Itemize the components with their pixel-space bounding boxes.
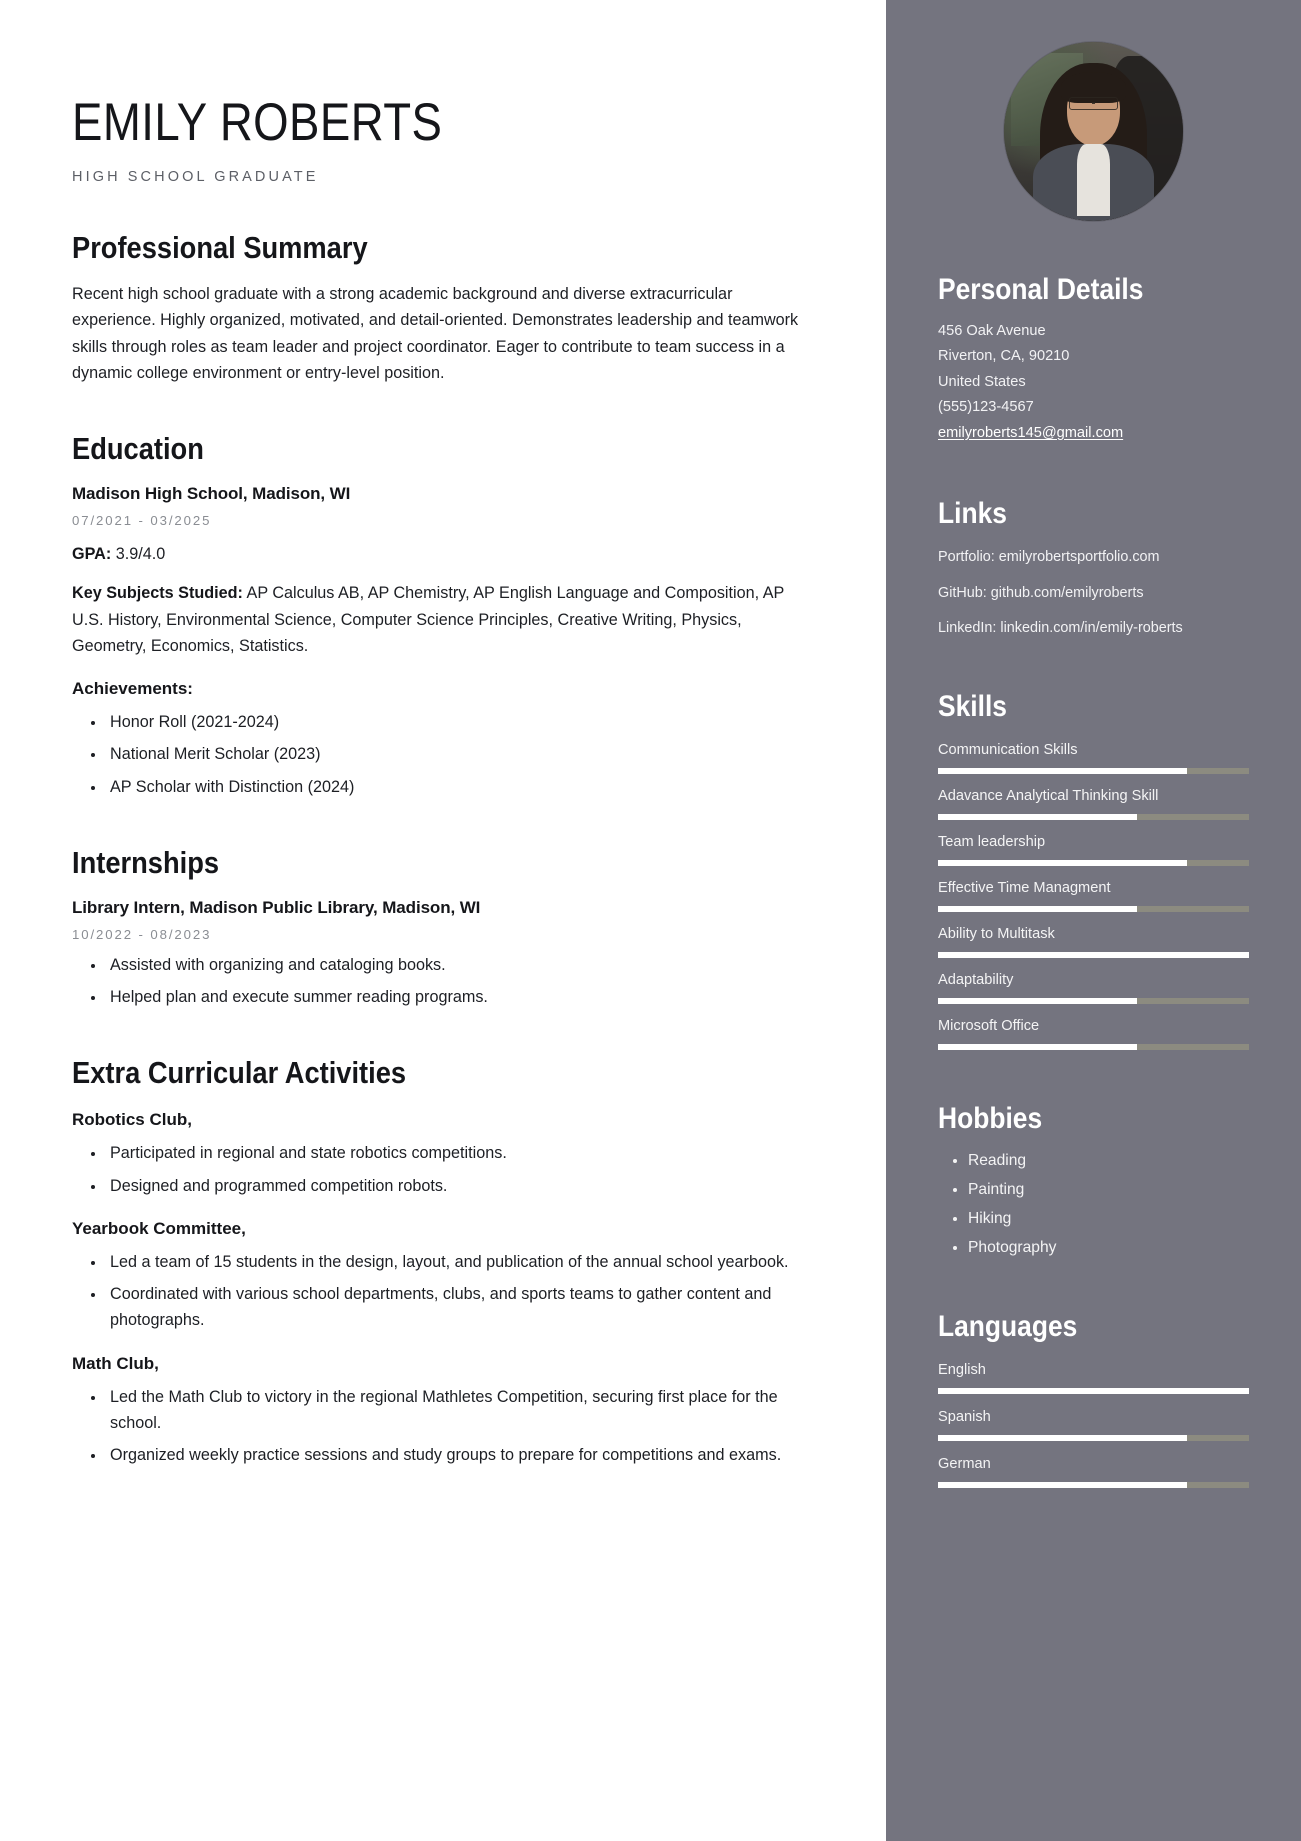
education-subjects-value: AP Calculus AB, AP Chemistry, AP English Language and Composition, AP U.S. History, Environmental Science, Computer Science Principles, Creative Writing, Physics, Geometry, Economics, Statistics. bbox=[72, 584, 785, 655]
link-github[interactable]: GitHub: github.com/emilyroberts bbox=[938, 584, 1144, 601]
skill-progress-fill bbox=[938, 952, 1249, 958]
list-item: • Hiking bbox=[968, 1208, 1249, 1229]
skill-label: Ability to Multitask bbox=[938, 925, 1055, 942]
list-item: • Painting bbox=[968, 1179, 1249, 1200]
internship-bullets bbox=[72, 952, 814, 1010]
skill-progress-track bbox=[938, 768, 1249, 774]
skill-item bbox=[938, 879, 1249, 912]
activity-name: Math Club, bbox=[72, 1353, 159, 1373]
internship-role: Library Intern, Madison Public Library, Madison, WI bbox=[72, 897, 481, 917]
address-line-2: Riverton, CA, 90210 bbox=[938, 348, 1070, 365]
skill-label: Effective Time Managment bbox=[938, 879, 1111, 896]
list-item: • Honor Roll (2021-2024) bbox=[106, 709, 814, 735]
list-item: • Led the Math Club to victory in the regional Mathletes Competition, securing first place for the school. bbox=[106, 1384, 814, 1436]
section-languages bbox=[938, 1310, 1249, 1487]
section-heading-extracurricular: Extra Curricular Activities bbox=[72, 1055, 407, 1091]
section-heading-internships: Internships bbox=[72, 844, 220, 880]
skill-label: Communication Skills bbox=[938, 741, 1078, 758]
education-gpa-value: 3.9/4.0 bbox=[115, 545, 166, 564]
section-heading-personal-details: Personal Details bbox=[938, 273, 1144, 306]
skill-progress-fill bbox=[938, 814, 1137, 820]
language-item bbox=[938, 1408, 1249, 1441]
language-progress-track bbox=[938, 1482, 1249, 1488]
skill-label: Adavance Analytical Thinking Skill bbox=[938, 787, 1159, 804]
contact-block bbox=[938, 320, 1249, 445]
education-achievements-label: Achievements: bbox=[72, 679, 193, 699]
activity-bullets bbox=[72, 1384, 814, 1469]
skill-progress-track bbox=[938, 952, 1249, 958]
list-item: • Participated in regional and state robotics competitions. bbox=[106, 1140, 814, 1166]
skill-progress-fill bbox=[938, 1044, 1137, 1050]
education-gpa bbox=[72, 541, 814, 567]
language-item bbox=[938, 1361, 1249, 1394]
skill-label: Microsoft Office bbox=[938, 1017, 1040, 1034]
internship-date: 10/2022 - 08/2023 bbox=[72, 926, 212, 942]
section-heading-summary: Professional Summary bbox=[72, 230, 368, 265]
skills-list bbox=[938, 741, 1249, 1050]
avatar bbox=[1004, 42, 1183, 221]
address-country: United States bbox=[938, 373, 1026, 390]
links-block bbox=[938, 547, 1249, 638]
education-achievements-list bbox=[72, 709, 814, 800]
list-item: • Led a team of 15 students in the design, layout, and publication of the annual school yearbook. bbox=[106, 1249, 814, 1275]
language-progress-fill bbox=[938, 1482, 1187, 1488]
language-label: English bbox=[938, 1361, 986, 1378]
summary-text: Recent high school graduate with a strong academic background and diverse extracurricular experience. Highly organized, motivated, and detail-oriented. Demonstrates leadership and teamwork skills through roles as team leader and project coordinator. Eager to contribute to team success in a dynamic college environment or entry-level position. bbox=[72, 285, 799, 382]
list-item: • National Merit Scholar (2023) bbox=[106, 741, 814, 767]
list-item: • Assisted with organizing and cataloging books. bbox=[106, 952, 814, 978]
language-label: German bbox=[938, 1455, 991, 1472]
skill-item bbox=[938, 1017, 1249, 1050]
section-heading-skills: Skills bbox=[938, 690, 1007, 724]
list-item: • Helped plan and execute summer reading programs. bbox=[106, 984, 814, 1010]
section-internships bbox=[72, 846, 814, 1011]
section-skills bbox=[938, 690, 1249, 1049]
link-linkedin[interactable]: LinkedIn: linkedin.com/in/emily-roberts bbox=[938, 619, 1183, 636]
language-progress-track bbox=[938, 1435, 1249, 1441]
list-item: • Designed and programmed competition robots. bbox=[106, 1173, 814, 1199]
section-heading-education: Education bbox=[72, 431, 204, 467]
list-item: • Coordinated with various school departments, clubs, and sports teams to gather content and photographs. bbox=[106, 1281, 814, 1333]
section-education bbox=[72, 432, 814, 800]
skill-item bbox=[938, 741, 1249, 774]
language-item bbox=[938, 1455, 1249, 1488]
list-item: • AP Scholar with Distinction (2024) bbox=[106, 774, 814, 800]
skill-progress-fill bbox=[938, 906, 1137, 912]
section-hobbies bbox=[938, 1102, 1249, 1259]
language-progress-fill bbox=[938, 1388, 1249, 1394]
activity-bullets bbox=[72, 1249, 814, 1334]
section-extracurricular bbox=[72, 1056, 814, 1468]
email-row bbox=[938, 422, 1249, 445]
address-line-1: 456 Oak Avenue bbox=[938, 322, 1046, 339]
activity-name: Robotics Club, bbox=[72, 1110, 192, 1130]
sidebar bbox=[886, 0, 1301, 1841]
languages-list bbox=[938, 1361, 1249, 1488]
language-progress-track bbox=[938, 1388, 1249, 1394]
section-personal-details bbox=[938, 273, 1249, 445]
skill-progress-fill bbox=[938, 998, 1137, 1004]
skill-item bbox=[938, 925, 1249, 958]
avatar-shirt-shape bbox=[1077, 144, 1109, 216]
skill-item bbox=[938, 971, 1249, 1004]
section-professional-summary bbox=[72, 231, 814, 386]
skill-progress-fill bbox=[938, 860, 1187, 866]
glasses-icon bbox=[1069, 97, 1117, 110]
job-title: HIGH SCHOOL GRADUATE bbox=[72, 169, 319, 185]
link-portfolio[interactable]: Portfolio: emilyrobertsportfolio.com bbox=[938, 549, 1160, 566]
language-progress-fill bbox=[938, 1435, 1187, 1441]
list-item: • Photography bbox=[968, 1237, 1249, 1258]
education-date: 07/2021 - 03/2025 bbox=[72, 513, 212, 529]
skill-progress-fill bbox=[938, 768, 1187, 774]
skill-progress-track bbox=[938, 860, 1249, 866]
email-link[interactable]: emilyroberts145@gmail.com bbox=[938, 424, 1124, 441]
skill-progress-track bbox=[938, 814, 1249, 820]
language-label: Spanish bbox=[938, 1408, 991, 1425]
avatar-container bbox=[938, 0, 1249, 221]
skill-label: Adaptability bbox=[938, 971, 1014, 988]
education-school: Madison High School, Madison, WI bbox=[72, 484, 351, 504]
activity-name: Yearbook Committee, bbox=[72, 1218, 246, 1238]
hobbies-list bbox=[938, 1150, 1249, 1258]
skill-progress-track bbox=[938, 1044, 1249, 1050]
skill-item bbox=[938, 833, 1249, 866]
education-gpa-label: GPA: bbox=[72, 545, 112, 564]
section-heading-languages: Languages bbox=[938, 1310, 1078, 1344]
skill-progress-track bbox=[938, 998, 1249, 1004]
section-heading-hobbies: Hobbies bbox=[938, 1101, 1043, 1135]
list-item: • Reading bbox=[968, 1150, 1249, 1171]
section-heading-links: Links bbox=[938, 496, 1007, 530]
education-subjects bbox=[72, 580, 814, 659]
phone-number: (555)123-4567 bbox=[938, 399, 1034, 416]
page-title: EMILY ROBERTS bbox=[72, 93, 443, 152]
skill-item bbox=[938, 787, 1249, 820]
education-subjects-label: Key Subjects Studied: bbox=[72, 584, 243, 603]
skill-progress-track bbox=[938, 906, 1249, 912]
section-links bbox=[938, 497, 1249, 639]
skill-label: Team leadership bbox=[938, 833, 1046, 850]
activity-bullets bbox=[72, 1140, 814, 1198]
list-item: • Organized weekly practice sessions and study groups to prepare for competitions and exams. bbox=[106, 1442, 814, 1468]
